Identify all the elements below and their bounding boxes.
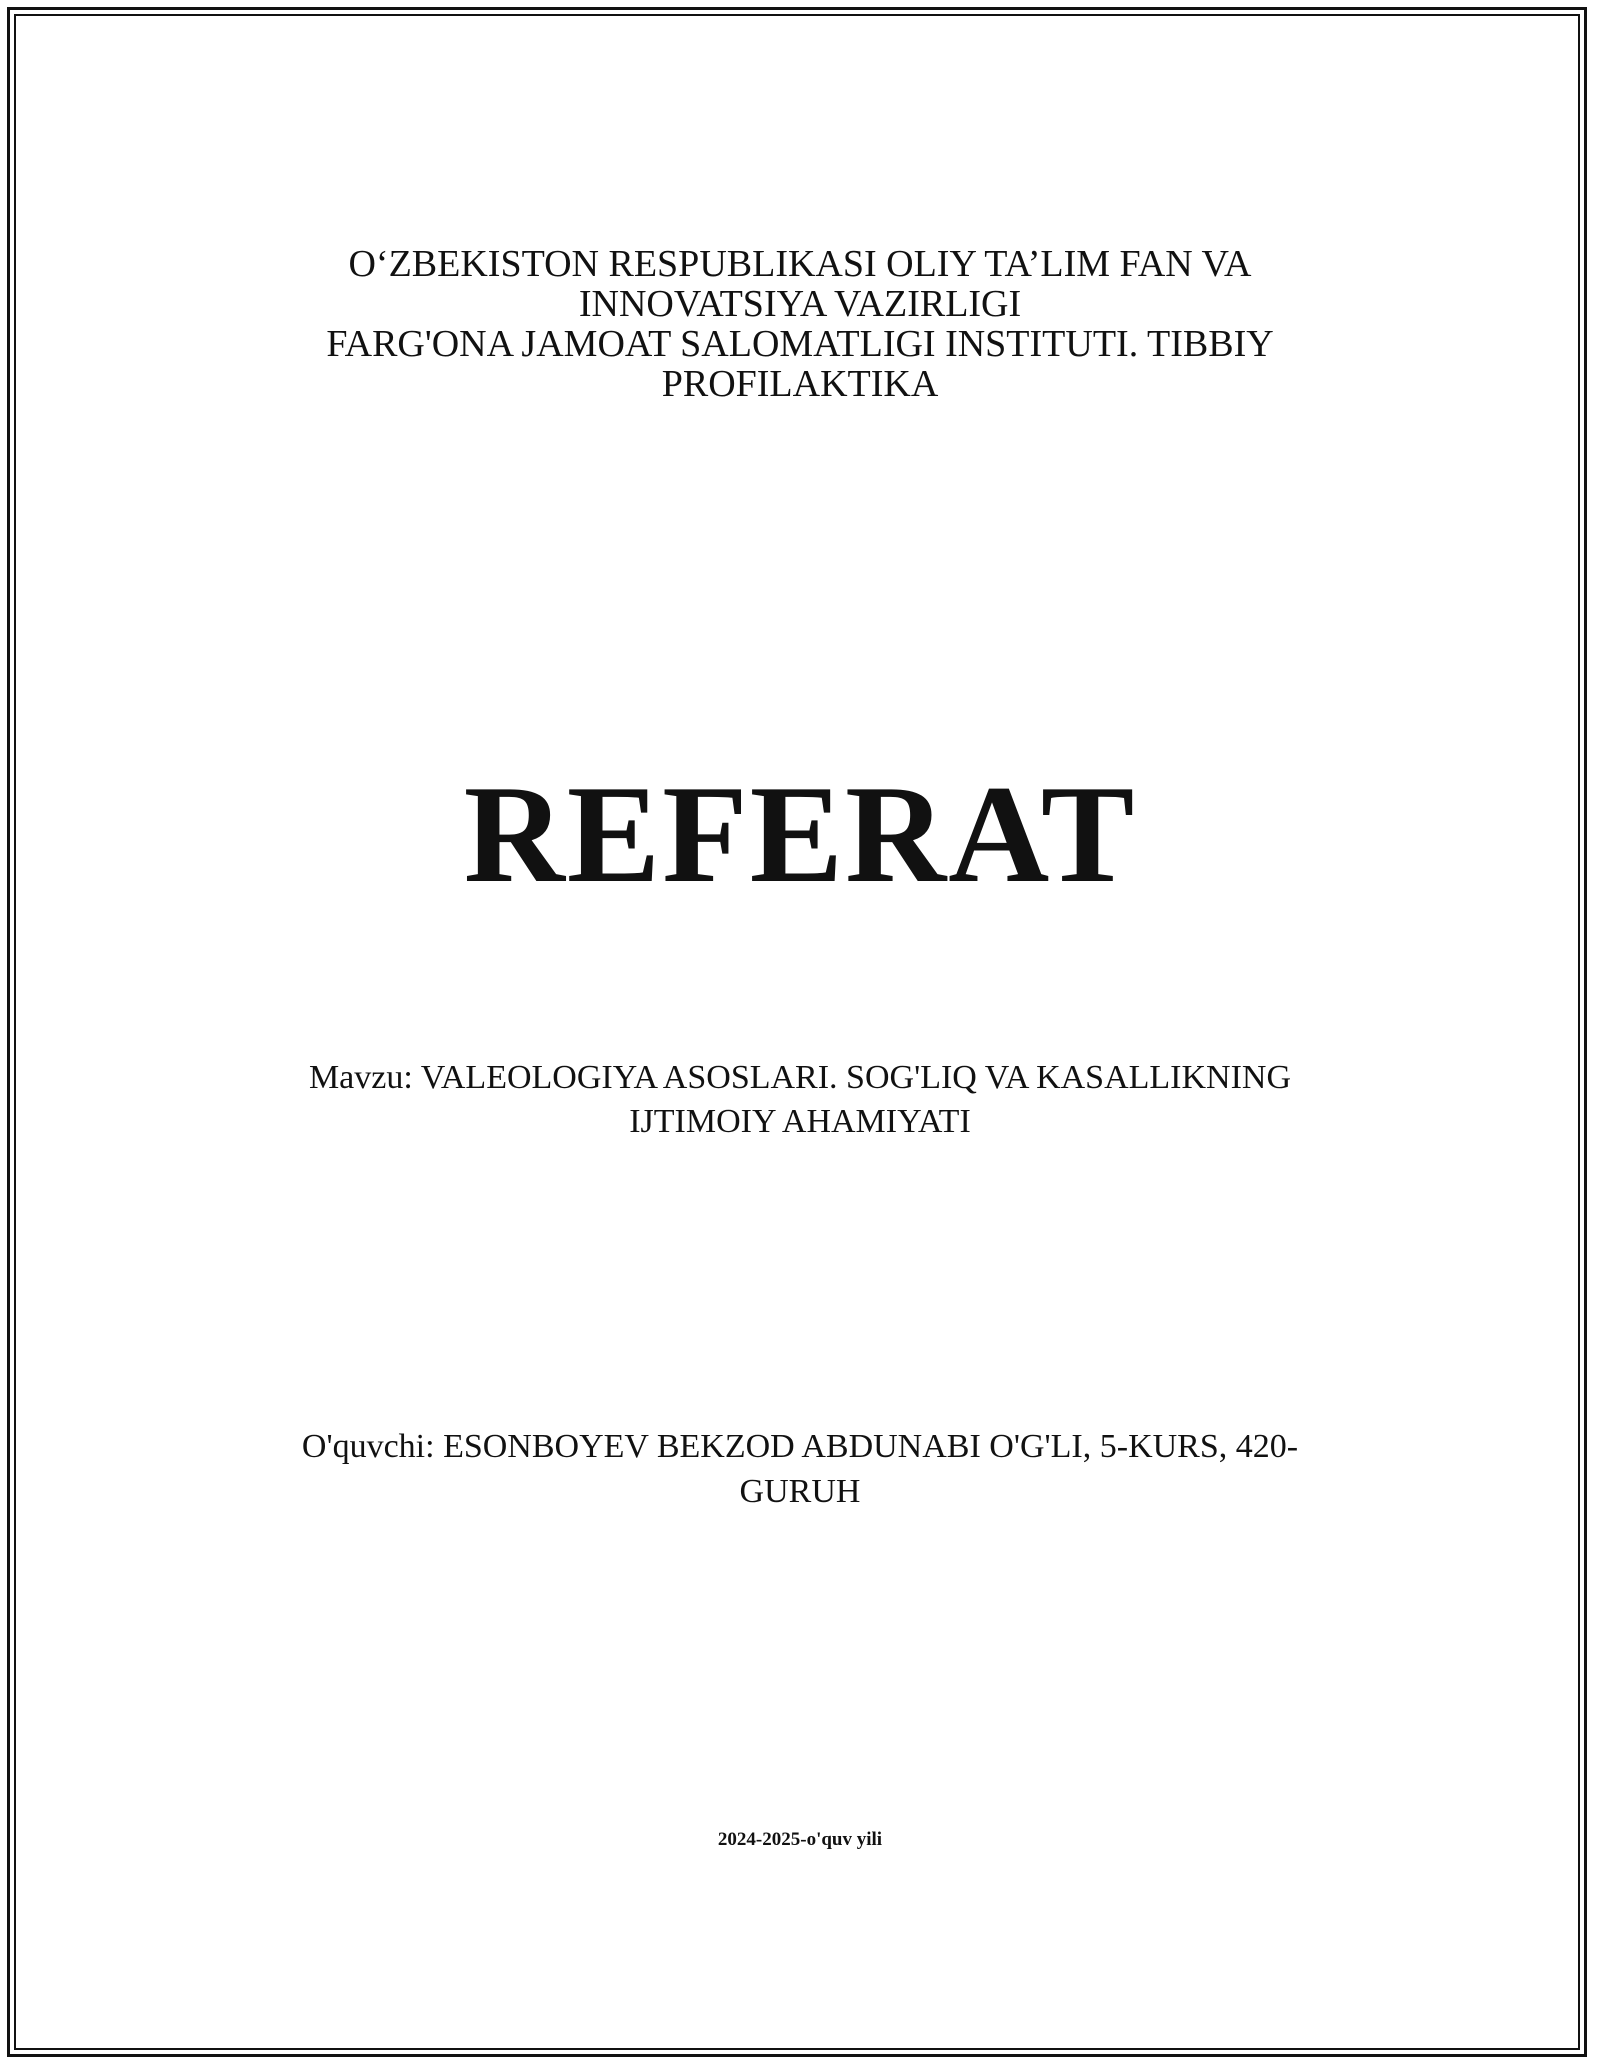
ministry-line-2: INNOVATSIYA VAZIRLIGI xyxy=(578,283,1022,325)
institute-line-1: FARG'ONA JAMOAT SALOMATLIGI INSTITUTI. TIBBIY xyxy=(326,323,1274,365)
institute-line-2: PROFILAKTIKA xyxy=(661,363,939,405)
academic-year: 2024-2025-o'quv yili xyxy=(717,1829,883,1850)
document-title: REFERAT xyxy=(463,757,1137,912)
institution-header xyxy=(0,244,1600,404)
ministry-line-1: O‘ZBEKISTON RESPUBLIKASI OLIY TA’LIM FAN VA xyxy=(348,243,1252,285)
topic-line-1: Mavzu: VALEOLOGIYA ASOSLARI. SOG'LIQ VA KASALLIKNING xyxy=(308,1059,1292,1096)
topic-block xyxy=(0,1056,1600,1144)
topic-line-2: IJTIMOIY AHAMIYATI xyxy=(629,1103,971,1140)
student-block xyxy=(0,1424,1600,1514)
student-line-1: O'quvchi: ESONBOYEV BEKZOD ABDUNABI O'G'LI, 5-KURS, 420- xyxy=(301,1428,1299,1465)
student-line-2: GURUH xyxy=(739,1473,861,1510)
